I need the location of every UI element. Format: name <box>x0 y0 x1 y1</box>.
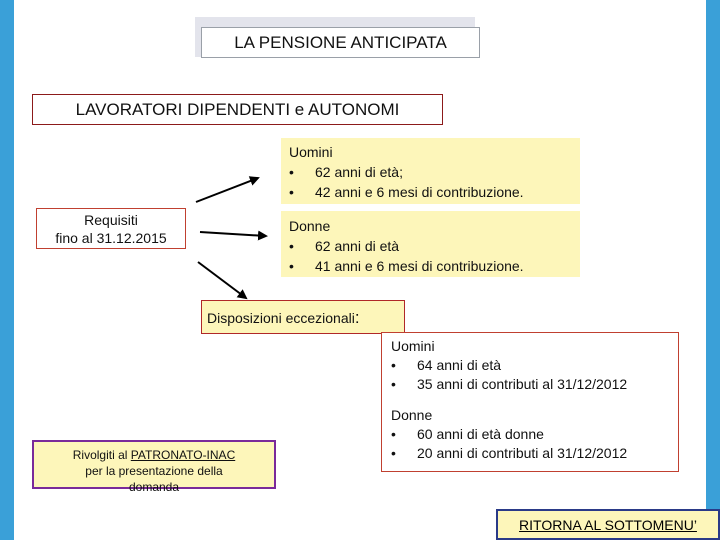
bullet-icon: • <box>289 238 294 254</box>
bullet-icon: • <box>391 426 396 442</box>
list-item: • 20 anni di contributi al 31/12/2012 <box>391 445 628 461</box>
list-item: • 41 anni e 6 mesi di contribuzione. <box>289 258 524 274</box>
bullet-icon: • <box>289 184 294 200</box>
disposizioni-label: Disposizioni eccezionali <box>207 310 355 326</box>
subtitle-box: LAVORATORI DIPENDENTI e AUTONOMI <box>32 94 443 125</box>
back-to-submenu-button[interactable]: RITORNA AL SOTTOMENU’ <box>496 509 720 540</box>
ecc-uomini-heading: Uomini <box>391 338 435 354</box>
bullet-icon: • <box>289 258 294 274</box>
arrow-to-disposizioni <box>198 262 246 298</box>
list-item: • 64 anni di età <box>391 357 502 373</box>
bullet-icon: • <box>289 164 294 180</box>
donne-heading: Donne <box>289 218 331 234</box>
patronato-line3: domanda <box>128 480 180 494</box>
list-item: • 42 anni e 6 mesi di contribuzione. <box>289 184 524 200</box>
bullet-icon: • <box>391 445 396 461</box>
page-title: LA PENSIONE ANTICIPATA <box>201 27 480 58</box>
disposizioni-colon: : <box>354 308 360 327</box>
bullet-icon: • <box>391 357 396 373</box>
uomini-heading: Uomini <box>289 144 333 160</box>
arrow-to-donne <box>200 232 266 236</box>
patronato-link[interactable]: PATRONATO-INAC <box>130 448 236 462</box>
arrow-to-uomini <box>196 178 258 202</box>
requisiti-line2: fino al 31.12.2015 <box>55 230 167 246</box>
ecc-donne-heading: Donne <box>391 407 433 423</box>
requisiti-line1: Requisiti <box>84 212 138 228</box>
list-item: • 60 anni di età donne <box>391 426 544 442</box>
list-item: • 35 anni di contributi al 31/12/2012 <box>391 376 628 392</box>
list-item: • 62 anni di età; <box>289 164 403 180</box>
bullet-icon: • <box>391 376 396 392</box>
patronato-line1: Rivolgiti al PATRONATO-INAC <box>72 448 236 462</box>
list-item: • 62 anni di età <box>289 238 400 254</box>
patronato-line2: per la presentazione della <box>85 464 223 478</box>
